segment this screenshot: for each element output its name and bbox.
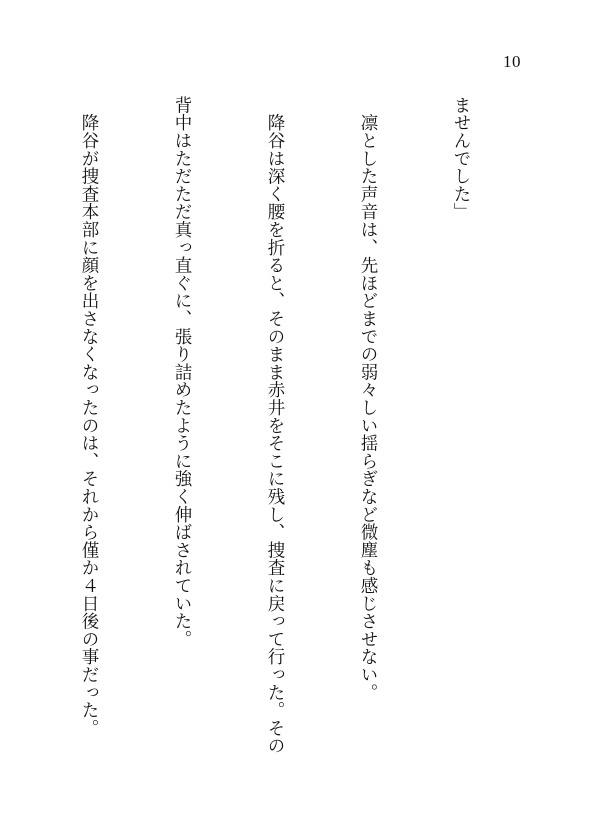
- novel-text-body: [0, 96, 538, 796]
- text-line: 降谷が捜査本部に顔を出さなくなったのは、それから僅か４日後の事だった。: [79, 96, 99, 737]
- blank-line: [0, 96, 11, 796]
- text-line: 降谷は深く腰を折ると、そのまま赤井をそこに残し、捜査に戻って行った。その: [265, 96, 285, 755]
- page-number: 10: [503, 52, 521, 71]
- text-line: ませんでした」: [451, 96, 471, 221]
- text-line: 背中はただただ真っ直ぐに、張り詰めたように強く伸ばされていた。: [172, 96, 192, 648]
- text-line: 凛とした声音は、先ほどまでの弱々しい揺らぎなど微塵も感じさせない。: [358, 96, 378, 702]
